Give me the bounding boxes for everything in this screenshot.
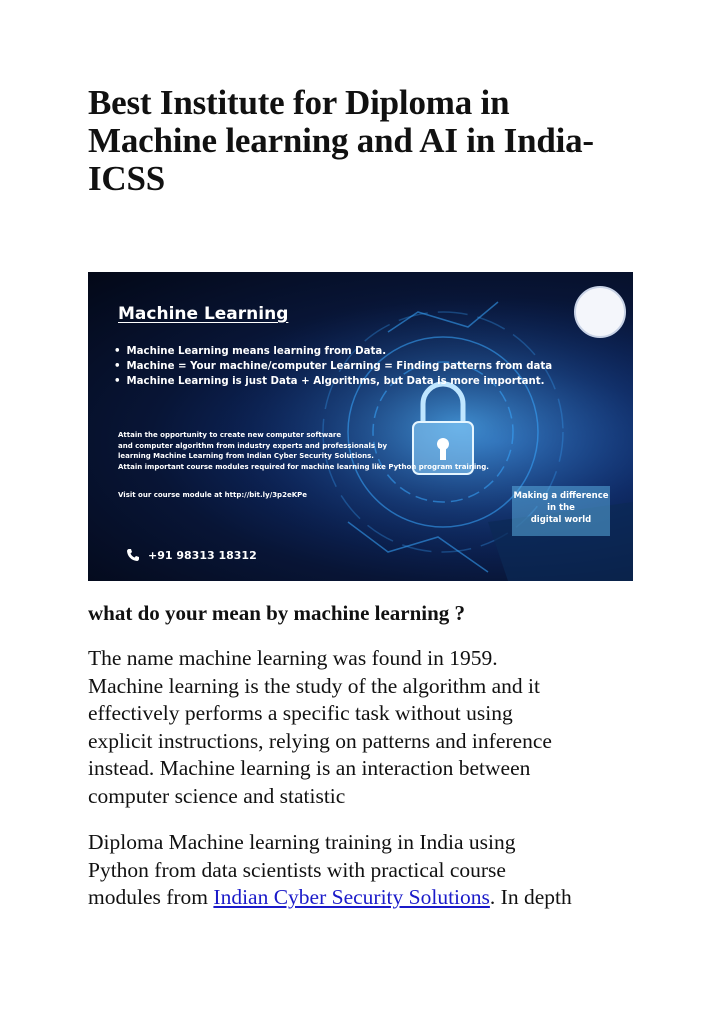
title-line: Machine learning and AI in India- <box>88 121 594 160</box>
title-line: Best Institute for Diploma in <box>88 83 510 122</box>
phone-number: +91 98313 18312 <box>148 548 257 562</box>
banner-phone <box>126 548 257 562</box>
banner-paragraph-line: Attain the opportunity to create new computer software <box>118 431 342 439</box>
banner-paragraph-line: Attain important course modules required for machine learning like Python program training. <box>118 462 489 471</box>
banner-visit-text: Visit our course module at http://bit.ly/3p2eKPe <box>118 491 307 499</box>
banner-heading: Machine Learning <box>118 304 289 324</box>
banner-paragraph-line: learning Machine Learning from Indian Cyber Security Solutions. <box>118 452 374 460</box>
paragraph-line: The name machine learning was found in 1959. <box>88 646 498 670</box>
body-paragraph <box>88 829 648 912</box>
paragraph-line-prefix: modules from <box>88 885 214 909</box>
callout-line: Making a difference <box>513 491 609 501</box>
list-item: • Machine = Your machine/computer Learning = Finding patterns from data <box>114 361 552 372</box>
paragraph-line: Python from data scientists with practical course <box>88 857 506 882</box>
banner-callout <box>512 486 610 536</box>
callout-line: digital world <box>530 515 592 525</box>
title-line: ICSS <box>88 159 166 198</box>
paragraph-line: instead. Machine learning is an interaction between <box>88 756 531 780</box>
callout-line: in the <box>547 503 575 513</box>
banner-image <box>88 272 633 581</box>
paragraph-line-suffix: . In depth <box>489 885 572 909</box>
page-title <box>88 84 648 198</box>
icss-link[interactable]: Indian Cyber Security Solutions <box>213 885 490 909</box>
paragraph-line: explicit instructions, relying on patterns and inference <box>88 728 552 753</box>
paragraph-line: Diploma Machine learning training in India using <box>88 830 516 854</box>
list-item: • Machine Learning is just Data + Algorithms, but Data is more important. <box>114 376 552 387</box>
body-paragraph <box>88 645 648 810</box>
list-item: • Machine Learning means learning from Data. <box>114 346 552 357</box>
banner-paragraph-line: and computer algorithm from industry experts and professionals by <box>118 441 388 450</box>
banner-bullet-list <box>114 346 552 391</box>
paragraph-line: effectively performs a specific task without using <box>88 701 513 725</box>
phone-icon <box>126 548 140 562</box>
icss-logo <box>574 286 626 338</box>
section-heading: what do your mean by machine learning ? <box>88 601 466 625</box>
paragraph-line: Machine learning is the study of the algorithm and it <box>88 673 540 698</box>
banner-paragraph <box>118 430 538 472</box>
paragraph-line: computer science and statistic <box>88 783 346 808</box>
